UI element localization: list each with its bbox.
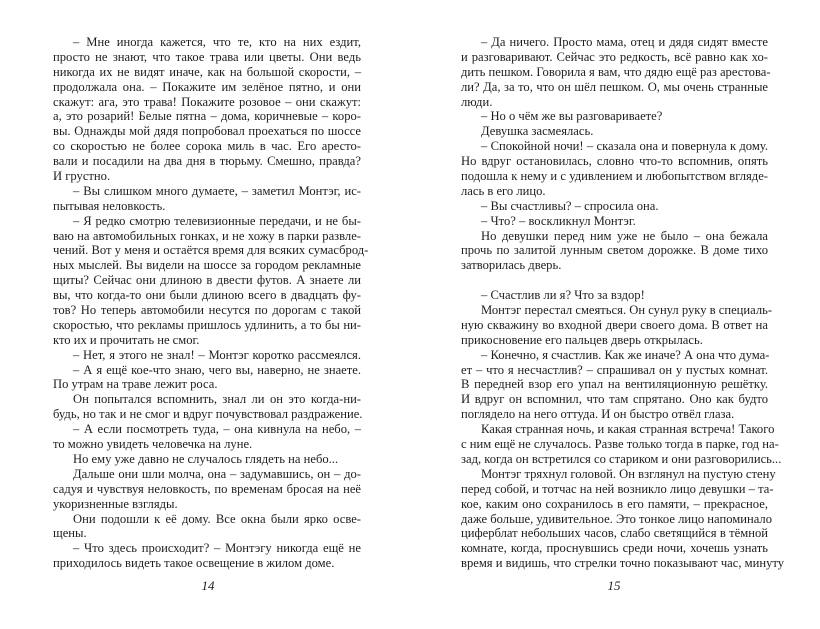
text-line: – Счастлив ли я? Что за вздор! bbox=[481, 288, 645, 303]
text-line: приходилось видеть такое освещение в жилом доме. bbox=[53, 556, 335, 571]
blank-line bbox=[461, 273, 768, 288]
text-line: пытывая неловкость. bbox=[53, 198, 166, 213]
text-line: скоростью, что рекламы пришлось удлинить, а то бы ни- bbox=[53, 317, 361, 332]
text-line: По утрам на траве лежит роса. bbox=[53, 377, 218, 392]
text-line: люди. bbox=[461, 94, 493, 109]
text-line: комнате, когда, проснувшись среди ночи, хочешь узнать bbox=[461, 541, 768, 556]
text-line: никогда их не видят иначе, как на большой скорости, – bbox=[53, 64, 361, 79]
text-line: В передней взор его упал на вентиляционную решётку. bbox=[461, 377, 768, 392]
text-line: а, это розарий! Белые пятна – дома, коричневые – коро- bbox=[53, 109, 361, 124]
text-line: Он попытался вспомнить, знал ли он это когда-ни- bbox=[73, 392, 361, 407]
text-line: – Вы слишком много думаете, – заметил Монтэг, ис- bbox=[73, 183, 361, 198]
text-line: продолжала она. – Покажите им зелёное пятно, и они bbox=[53, 79, 361, 94]
text-line: – А я ещё кое-что знаю, чего вы, наверно, не знаете. bbox=[73, 362, 361, 377]
text-line: Но девушки перед ним уже не было – она бежала bbox=[481, 228, 768, 243]
right-page bbox=[461, 35, 785, 571]
text-line: ваю на автомобильных гонках, и не хожу в парки развле- bbox=[53, 228, 361, 243]
text-line: дить пешком. Говорила я вам, что дядю ещё раз арестова- bbox=[461, 64, 771, 79]
text-line: ли? Да, за то, что он шёл пешком. О, мы очень странные bbox=[461, 79, 768, 94]
text-line: будь, но так и не смог и вдруг почувствовал раздражение. bbox=[53, 407, 363, 422]
text-line: И грустно. bbox=[53, 169, 111, 184]
text-line: – Мне иногда кажется, что те, кто на них ездит, bbox=[73, 35, 361, 49]
text-line: – Что здесь происходит? – Монтэгу никогда ещё не bbox=[73, 541, 361, 556]
text-line: тов? Но теперь автомобили несутся по дорогам с такой bbox=[53, 303, 361, 318]
text-line: прикосновение его пальцев дверь открылась. bbox=[461, 332, 703, 347]
text-line: Они подошли к её дому. Все окна были ярко осве- bbox=[73, 511, 361, 526]
text-line: вали и посадили на два дня в тюрьму. Смешно, правда? bbox=[53, 154, 361, 169]
text-line: – Я редко смотрю телевизионные передачи, и не бы- bbox=[73, 213, 361, 228]
text-line: – Нет, я этого не знал! – Монтэг коротко рассмеялся. bbox=[73, 347, 361, 362]
text-line: Но вдруг остановилась, словно что-то вспомнив, опять bbox=[461, 154, 768, 169]
text-line: Монтэг перестал смеяться. Он сунул руку в специаль- bbox=[481, 303, 773, 318]
text-line: прочь по залитой лунным светом дорожке. В доме тихо bbox=[461, 243, 768, 258]
text-line: – Да ничего. Просто мама, отец и дядя сидят вместе bbox=[481, 35, 768, 49]
text-line: вы, что когда-то они были длиною всего в двадцать фу- bbox=[53, 288, 361, 303]
text-line: подошла к нему и с удивлением и любопытством вгляде- bbox=[461, 169, 768, 184]
text-line: – Но о чём же вы разговариваете? bbox=[481, 109, 663, 124]
text-line: то можно увидеть человечка на луне. bbox=[53, 437, 253, 452]
text-line: И вдруг он вспомнил, что там спрятано. Оно как будто bbox=[461, 392, 768, 407]
text-line: лась в его лицо. bbox=[461, 183, 546, 198]
text-line: с ним ещё не случалось. Разве только тогда в парке, год на- bbox=[461, 437, 779, 452]
text-line: и разговаривают. Сейчас это редкость, всё равно как хо- bbox=[461, 49, 768, 64]
text-line: – Вы счастливы? – спросила она. bbox=[481, 198, 659, 213]
page-number-right: 15 bbox=[607, 578, 621, 593]
text-line: со скоростью не более сорока миль в час. Его аресто- bbox=[53, 139, 361, 154]
text-line: затворилась дверь. bbox=[461, 258, 562, 273]
text-line: зад, когда он встретился со стариком и они разговорились... bbox=[461, 451, 782, 466]
text-line: Монтэг тряхнул головой. Он взглянул на пустую стену bbox=[481, 466, 776, 481]
text-line: перед собой, и тотчас на ней возникло лицо девушки – та- bbox=[461, 481, 774, 496]
text-line: ет – что я несчастлив? – спрашивал он у пустых комнат. bbox=[461, 362, 768, 377]
text-line: ную скважину во входной двери своего дома. В ответ на bbox=[461, 317, 768, 332]
text-line: чений. Вот у меня и остаётся время для всяких сумасброд- bbox=[53, 243, 369, 258]
text-line: Дальше они шли молча, она – задумавшись, он – до- bbox=[73, 466, 361, 481]
text-line: укоризненные взгляды. bbox=[53, 496, 178, 511]
text-line: кое, каким оно сохранилось в его памяти, – прекрасное, bbox=[461, 496, 768, 511]
text-line: поглядело на него оттуда. И он быстро отвёл глаза. bbox=[461, 407, 735, 422]
text-line: – Конечно, я счастлив. Как же иначе? А она что дума- bbox=[481, 347, 770, 362]
text-line: вы. Однажды мой дядя попробовал проехаться по шоссе bbox=[53, 124, 361, 139]
text-line: – Спокойной ночи! – сказала она и повернула к дому. bbox=[481, 139, 768, 154]
text-line: просто не знают, что такое трава или цветы. Они ведь bbox=[53, 49, 361, 64]
text-line: циферблат небольших часов, слабо светящийся в тёмной bbox=[461, 526, 768, 541]
text-line: кто их и прочитать не смог. bbox=[53, 332, 200, 347]
text-line: – А если посмотреть туда, – она кивнула на небо, – bbox=[73, 422, 361, 437]
text-line: Девушка засмеялась. bbox=[481, 124, 594, 139]
text-line: щены. bbox=[53, 526, 87, 541]
text-line: щиты? Сейчас они длиною в двести футов. А знаете ли bbox=[53, 273, 361, 288]
text-line: даже больше, удивительное. Это тонкое лицо напоминало bbox=[461, 511, 772, 526]
left-page bbox=[53, 35, 369, 571]
text-line: – Что? – воскликнул Монтэг. bbox=[481, 213, 636, 228]
text-line: ных мыслей. Вы видели на шоссе за городом рекламные bbox=[53, 258, 361, 273]
page-number-left: 14 bbox=[201, 578, 215, 593]
text-line: Но ему уже давно не случалось глядеть на небо... bbox=[73, 451, 339, 466]
text-line: скажут: ага, это трава! Покажите розовое – они скажут: bbox=[53, 94, 361, 109]
text-line: садуя и чувствуя неловкость, по временам бросая на неё bbox=[53, 481, 361, 496]
text-line: Какая странная ночь, и какая странная встреча! Такого bbox=[481, 422, 775, 437]
text-line: время и видишь, что стрелки точно показывают час, минуту bbox=[461, 556, 785, 571]
